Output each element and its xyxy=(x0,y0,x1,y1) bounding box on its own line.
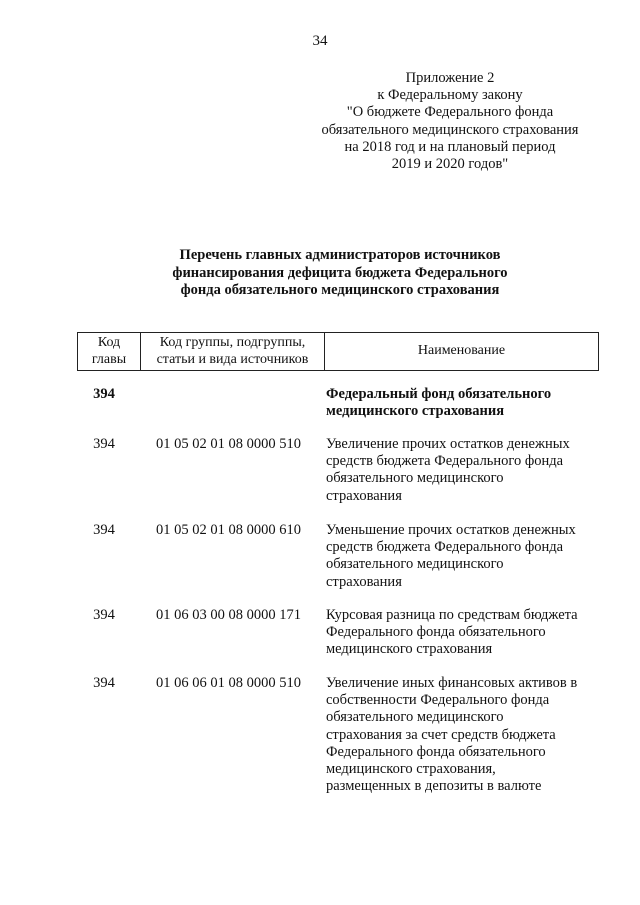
name-line: Федерального фонда обязательного xyxy=(326,624,546,641)
table-body xyxy=(77,386,599,795)
title-line: фонда обязательного медицинского страхования xyxy=(180,282,500,298)
annex-line: обязательного медицинского страхования xyxy=(321,121,579,138)
row-name xyxy=(326,607,599,675)
name-line: Уменьшение прочих остатков денежных xyxy=(326,522,576,538)
header-text: Код группы, подгруппы, xyxy=(159,335,306,350)
name-line: средств бюджета Федерального фонда xyxy=(326,539,564,556)
header-name: Наименование xyxy=(325,333,599,371)
annex-header xyxy=(300,70,600,173)
row-name xyxy=(326,386,599,436)
name-line: Федеральный фонд обязательного xyxy=(326,386,552,402)
source-code: 01 06 06 01 08 0000 510 xyxy=(156,675,301,691)
header-chapter-code xyxy=(78,333,141,371)
name-line: медицинского страхования xyxy=(326,403,505,420)
table-row xyxy=(77,436,599,522)
name-line: Увеличение прочих остатков денежных xyxy=(326,436,570,452)
source-code: 01 06 03 00 08 0000 171 xyxy=(156,607,301,623)
name-line: страхования xyxy=(326,573,402,590)
name-line: размещенных в депозиты в валюте xyxy=(326,778,542,795)
chapter-code: 394 xyxy=(93,386,115,402)
name-line: страхования xyxy=(326,487,402,504)
annex-line: на 2018 год и на плановый период xyxy=(344,138,556,155)
row-name xyxy=(326,675,599,795)
chapter-code: 394 xyxy=(93,675,115,691)
name-line: средств бюджета Федерального фонда xyxy=(326,453,564,470)
name-line: медицинского страхования xyxy=(326,641,493,658)
name-line: обязательного медицинского xyxy=(326,470,504,487)
table-row xyxy=(77,607,599,675)
table-row xyxy=(77,386,599,436)
name-line: страхования за счет средств бюджета xyxy=(326,726,556,743)
header-text: главы xyxy=(91,351,127,367)
annex-line: Приложение 2 xyxy=(405,70,495,86)
source-code: 01 05 02 01 08 0000 510 xyxy=(156,436,301,452)
chapter-code: 394 xyxy=(93,436,115,452)
annex-line: 2019 и 2020 годов" xyxy=(391,156,509,173)
name-line: Увеличение иных финансовых активов в xyxy=(326,675,578,691)
table-row xyxy=(77,675,599,795)
document-title xyxy=(120,247,560,300)
annex-line: к Федеральному закону xyxy=(377,87,523,104)
title-line: финансирования дефицита бюджета Федерального xyxy=(172,264,508,281)
source-code: 01 05 02 01 08 0000 610 xyxy=(156,522,301,538)
row-name xyxy=(326,436,599,522)
name-line: Курсовая разница по средствам бюджета xyxy=(326,607,578,623)
chapter-code: 394 xyxy=(93,522,115,538)
name-line: обязательного медицинского xyxy=(326,556,504,573)
name-line: обязательного медицинского xyxy=(326,709,504,726)
table-row xyxy=(77,522,599,607)
name-line: Федерального фонда обязательного xyxy=(326,743,546,760)
title-line: Перечень главных администраторов источников xyxy=(179,247,501,263)
source-code xyxy=(131,386,326,436)
name-line: медицинского страхования, xyxy=(326,761,496,778)
header-text: статьи и вида источников xyxy=(156,351,309,367)
header-row xyxy=(78,333,599,371)
annex-line: "О бюджете Федерального фонда xyxy=(346,104,554,121)
chapter-code: 394 xyxy=(93,607,115,623)
header-text: Код xyxy=(97,335,121,350)
page-number: 34 xyxy=(312,33,328,49)
header-source-code xyxy=(141,333,325,371)
table-header xyxy=(77,332,599,371)
name-line: собственности Федерального фонда xyxy=(326,692,550,709)
row-name xyxy=(326,522,599,607)
